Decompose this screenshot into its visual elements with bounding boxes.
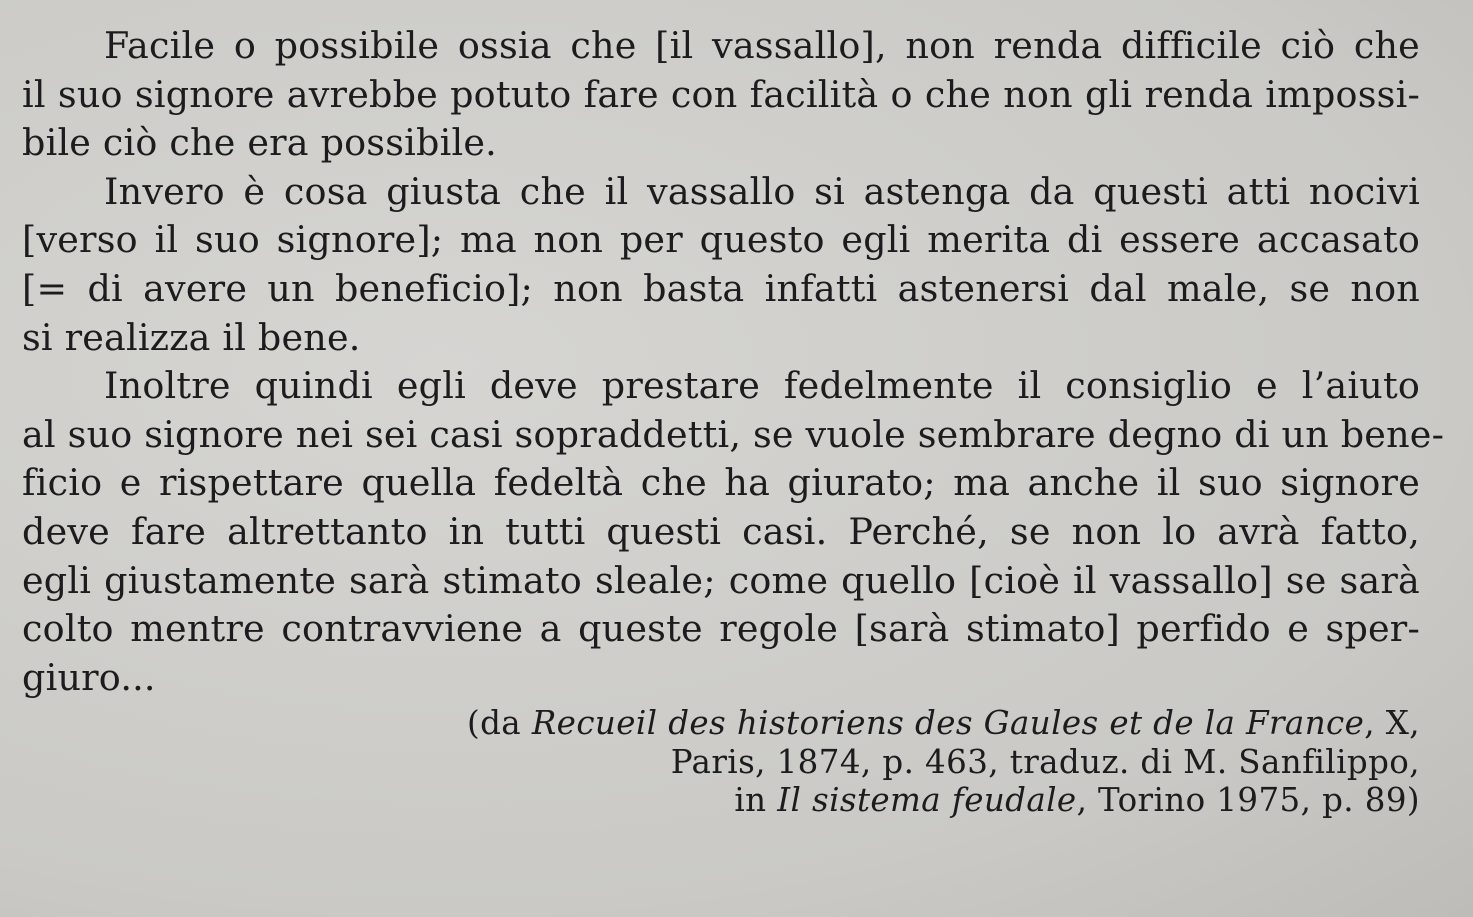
paragraph-line: si realizza il bene. [22, 315, 361, 359]
paragraph-line: giuro... [22, 655, 156, 699]
paragraph-line: bile ciò che era possibile. [22, 121, 497, 165]
source-citation [467, 704, 1420, 820]
paragraph-line: [verso il suo signore]; ma non per questo egli merita di essere accasato [22, 218, 1420, 262]
citation-volume: , X, [1364, 704, 1420, 742]
paragraph-line: egli giustamente sarà stimato sleale; come quello [cioè il vassallo] se sarà [22, 558, 1420, 602]
paragraph-2 [22, 168, 1420, 362]
citation-prefix: in [734, 781, 778, 819]
paragraph-line: deve fare altrettanto in tutti questi casi. Perché, se non lo avrà fatto, [22, 509, 1420, 553]
paragraph-line: Inoltre quindi egli deve prestare fedelmente il consiglio e l’aiuto [104, 364, 1420, 408]
citation-prefix: (da [467, 704, 532, 742]
paragraph-1 [22, 22, 1420, 168]
paragraph-line: ficio e rispettare quella fedeltà che ha giurato; ma anche il suo signore [22, 461, 1420, 505]
citation-line-1 [467, 704, 1420, 743]
paragraph-line: Facile o possibile ossia che [il vassallo], non renda difficile ciò che [104, 24, 1420, 67]
paragraph-3 [22, 362, 1445, 702]
paragraph-line: il suo signore avrebbe potuto fare con facilità o che non gli renda impossi- [22, 72, 1420, 116]
paragraph-line: [= di avere un beneficio]; non basta infatti astenersi dal male, se non [22, 266, 1420, 310]
citation-work-title: Recueil des historiens des Gaules et de la France [531, 704, 1365, 742]
page-text [22, 22, 1445, 819]
citation-book-title: Il sistema feudale [777, 781, 1077, 819]
paragraph-line: Invero è cosa giusta che il vassallo si astenga da questi atti nocivi [104, 169, 1420, 213]
citation-publication: , Torino 1975, p. 89) [1076, 781, 1420, 819]
paragraph-line: al suo signore nei sei casi sopraddetti, se vuole sembrare degno di un bene- [22, 412, 1445, 456]
paragraph-line: colto mentre contravviene a queste regole [sarà stimato] perfido e sper- [22, 607, 1420, 651]
citation-line-2: Paris, 1874, p. 463, traduz. di M. Sanfilippo, [670, 742, 1420, 781]
citation-line-3 [467, 781, 1420, 820]
